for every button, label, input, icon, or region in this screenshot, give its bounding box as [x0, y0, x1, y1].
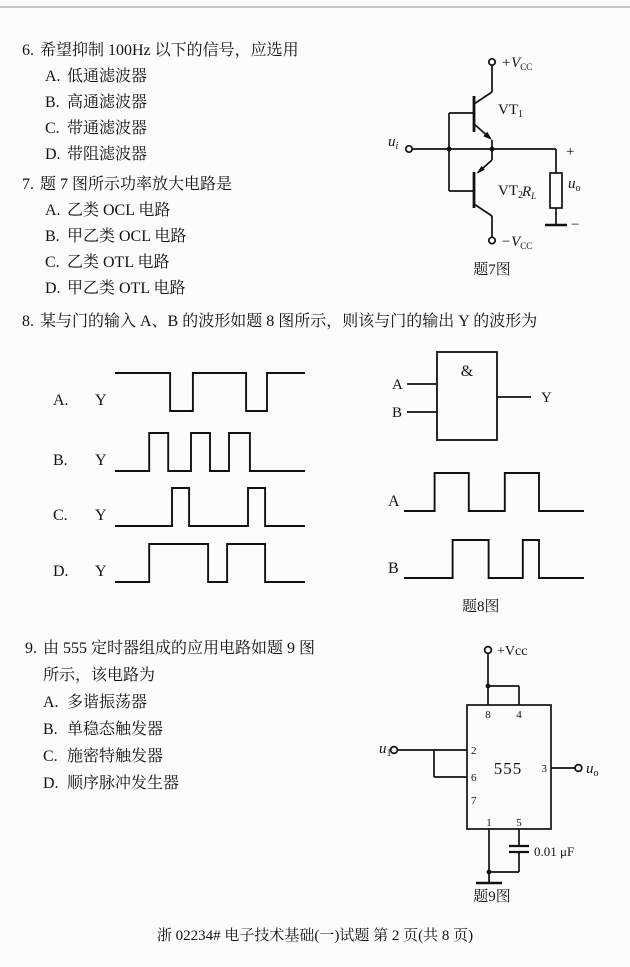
question-7-option-d	[45, 276, 232, 302]
question-9	[25, 635, 315, 797]
polarity-minus: −	[571, 217, 580, 233]
vt2-sub: 2	[518, 190, 523, 201]
question-8-number: 8.	[22, 313, 34, 330]
q9-figure-caption: 题9图	[473, 889, 511, 905]
uo-label	[586, 761, 599, 779]
uo-main: u	[568, 176, 576, 192]
gate-input-a-label: A	[392, 377, 403, 393]
pin-6-label: 6	[471, 772, 477, 784]
junction-dot	[487, 870, 492, 875]
uo-sub: o	[575, 183, 581, 194]
option-label: B.	[53, 452, 68, 469]
vcc-minus-sub: CC	[520, 241, 533, 251]
q8-option-b-waveform	[114, 431, 306, 473]
option-text: 带通滤波器	[67, 120, 148, 137]
ui-label	[388, 134, 399, 152]
q8-option-b-waveform-row	[53, 431, 313, 473]
scan-artifact-line	[0, 6, 630, 8]
signal-name: B	[388, 560, 399, 577]
vt1-label	[498, 102, 523, 120]
question-9-option-c	[43, 743, 315, 770]
q8-option-c-waveform-row	[53, 486, 313, 528]
input-terminal	[406, 146, 412, 152]
question-9-text	[25, 635, 315, 662]
option-text: 施密特触发器	[67, 748, 164, 765]
question-9-stem-line2: 所示，该电路为	[43, 667, 156, 684]
q9-circuit-diagram	[378, 640, 613, 915]
q8-option-d-waveform	[114, 542, 306, 584]
option-label: C.	[53, 507, 68, 524]
vt2-main: VT	[498, 183, 518, 199]
u1-label	[379, 741, 392, 759]
option-label: A.	[45, 68, 61, 85]
gate-output-label: Y	[541, 390, 552, 406]
junction-dot	[490, 147, 495, 152]
page-footer: 浙 02234# 电子技术基础(一)试题 第 2 页(共 8 页)	[156, 928, 474, 944]
gate-input-b-label: B	[392, 405, 403, 421]
pin-3-label: 3	[541, 763, 547, 775]
uo-sub: o	[593, 768, 599, 779]
vt1-main: VT	[498, 102, 518, 118]
option-text: 乙类 OCL 电路	[67, 202, 171, 219]
q8-option-d-waveform-row	[53, 542, 313, 584]
question-9-option-a	[43, 689, 315, 716]
q8-input-a-waveform	[403, 471, 585, 513]
junction-dot	[486, 684, 491, 689]
option-text: 多谐振荡器	[67, 694, 148, 711]
option-label: C.	[45, 254, 60, 271]
signal-name: Y	[95, 392, 107, 409]
q8-figure-caption: 题8图	[462, 599, 500, 615]
signal-name: Y	[95, 452, 107, 469]
option-label: D.	[45, 146, 61, 163]
capacitor-value-label: 0.01 μF	[534, 844, 575, 859]
vcc-plus-label	[501, 55, 532, 72]
question-6-option-a	[45, 64, 299, 90]
question-6-text	[22, 38, 299, 64]
vt1-sub: 1	[518, 109, 523, 120]
question-8	[22, 309, 537, 335]
question-6-number: 6.	[22, 42, 34, 59]
question-7-text	[22, 172, 232, 198]
option-label: B.	[45, 228, 60, 245]
vcc-minus-terminal	[489, 237, 495, 243]
pin-1-label: 1	[486, 817, 492, 829]
question-7-stem: 题 7 图所示功率放大电路是	[40, 176, 233, 193]
option-label: A.	[43, 694, 59, 711]
vcc-plus-sub: CC	[520, 62, 533, 72]
pin-4-label: 4	[516, 709, 522, 721]
pin-7-label: 7	[471, 795, 477, 807]
option-text: 单稳态触发器	[67, 721, 164, 738]
vcc-minus-label	[501, 234, 532, 251]
option-label: C.	[43, 748, 58, 765]
option-text: 顺序脉冲发生器	[67, 775, 180, 792]
signal-name: A	[388, 493, 400, 510]
question-9-option-b	[43, 716, 315, 743]
q8-option-a-waveform-row	[53, 371, 313, 413]
signal-name: Y	[95, 563, 107, 580]
q8-option-c-waveform	[114, 486, 306, 528]
vcc-label: +Vcc	[497, 644, 528, 659]
option-label: D.	[45, 280, 61, 297]
pin-5-label: 5	[516, 817, 522, 829]
signal-name: Y	[95, 507, 107, 524]
vcc-plus-main: +V	[501, 55, 521, 71]
u1-terminal	[391, 747, 398, 754]
ui-main: u	[388, 134, 396, 150]
option-label: C.	[45, 120, 60, 137]
question-6	[22, 38, 299, 168]
chip-555-label: 555	[493, 759, 523, 778]
uo-terminal	[575, 765, 582, 772]
and-symbol: &	[460, 363, 474, 380]
question-7-option-c	[45, 250, 232, 276]
pin-2-label: 2	[471, 745, 477, 757]
vt2-label	[498, 183, 523, 201]
uo-main: u	[586, 761, 594, 777]
q7-figure-caption: 题7图	[473, 262, 511, 278]
question-7	[22, 172, 232, 302]
question-7-option-b	[45, 224, 232, 250]
vcc-plus-terminal	[489, 59, 495, 65]
option-text: 乙类 OTL 电路	[67, 254, 170, 271]
q7-circuit-diagram	[380, 35, 610, 285]
question-6-stem: 希望抑制 100Hz 以下的信号，应选用	[40, 42, 299, 59]
option-label: D.	[53, 563, 69, 580]
polarity-plus: +	[566, 144, 575, 160]
question-6-option-b	[45, 90, 299, 116]
rl-main: R	[522, 184, 532, 200]
u1-sub: 1	[386, 748, 392, 759]
question-9-option-d	[43, 770, 315, 797]
question-7-option-a	[45, 198, 232, 224]
and-gate-diagram	[385, 345, 595, 450]
option-text: 高通滤波器	[67, 94, 148, 111]
question-8-stem: 某与门的输入 A、B 的波形如题 8 图所示，则该与门的输出 Y 的波形为	[40, 313, 538, 330]
uo-label	[568, 176, 581, 194]
q8-input-b-waveform	[403, 538, 585, 580]
ui-sub: i	[395, 141, 399, 152]
option-text: 甲乙类 OCL 电路	[67, 228, 187, 245]
load-resistor	[550, 173, 562, 208]
junction-dot	[447, 147, 452, 152]
u1-main: u	[379, 741, 387, 757]
option-label: D.	[43, 775, 59, 792]
option-text: 带阻滤波器	[67, 146, 148, 163]
question-9-number: 9.	[25, 640, 37, 657]
question-6-option-c	[45, 116, 299, 142]
rl-sub: L	[531, 191, 537, 201]
option-label: A.	[53, 392, 69, 409]
question-6-option-d	[45, 142, 299, 168]
option-label: B.	[43, 721, 58, 738]
option-text: 甲乙类 OTL 电路	[67, 280, 186, 297]
q7-circuit-marks	[447, 132, 495, 174]
option-text: 低通滤波器	[67, 68, 148, 85]
option-label: B.	[45, 94, 60, 111]
vcc-minus-main: −V	[501, 234, 521, 250]
question-7-number: 7.	[22, 176, 34, 193]
question-9-stem-line2-row	[43, 662, 315, 689]
rl-label	[521, 184, 536, 201]
option-label: A.	[45, 202, 61, 219]
vcc-terminal	[485, 647, 492, 654]
q7-circuit-wires	[406, 59, 567, 244]
pin-8-label: 8	[485, 709, 491, 721]
q8-option-a-waveform	[114, 371, 306, 413]
question-9-stem-line1: 由 555 定时器组成的应用电路如题 9 图	[43, 640, 316, 657]
